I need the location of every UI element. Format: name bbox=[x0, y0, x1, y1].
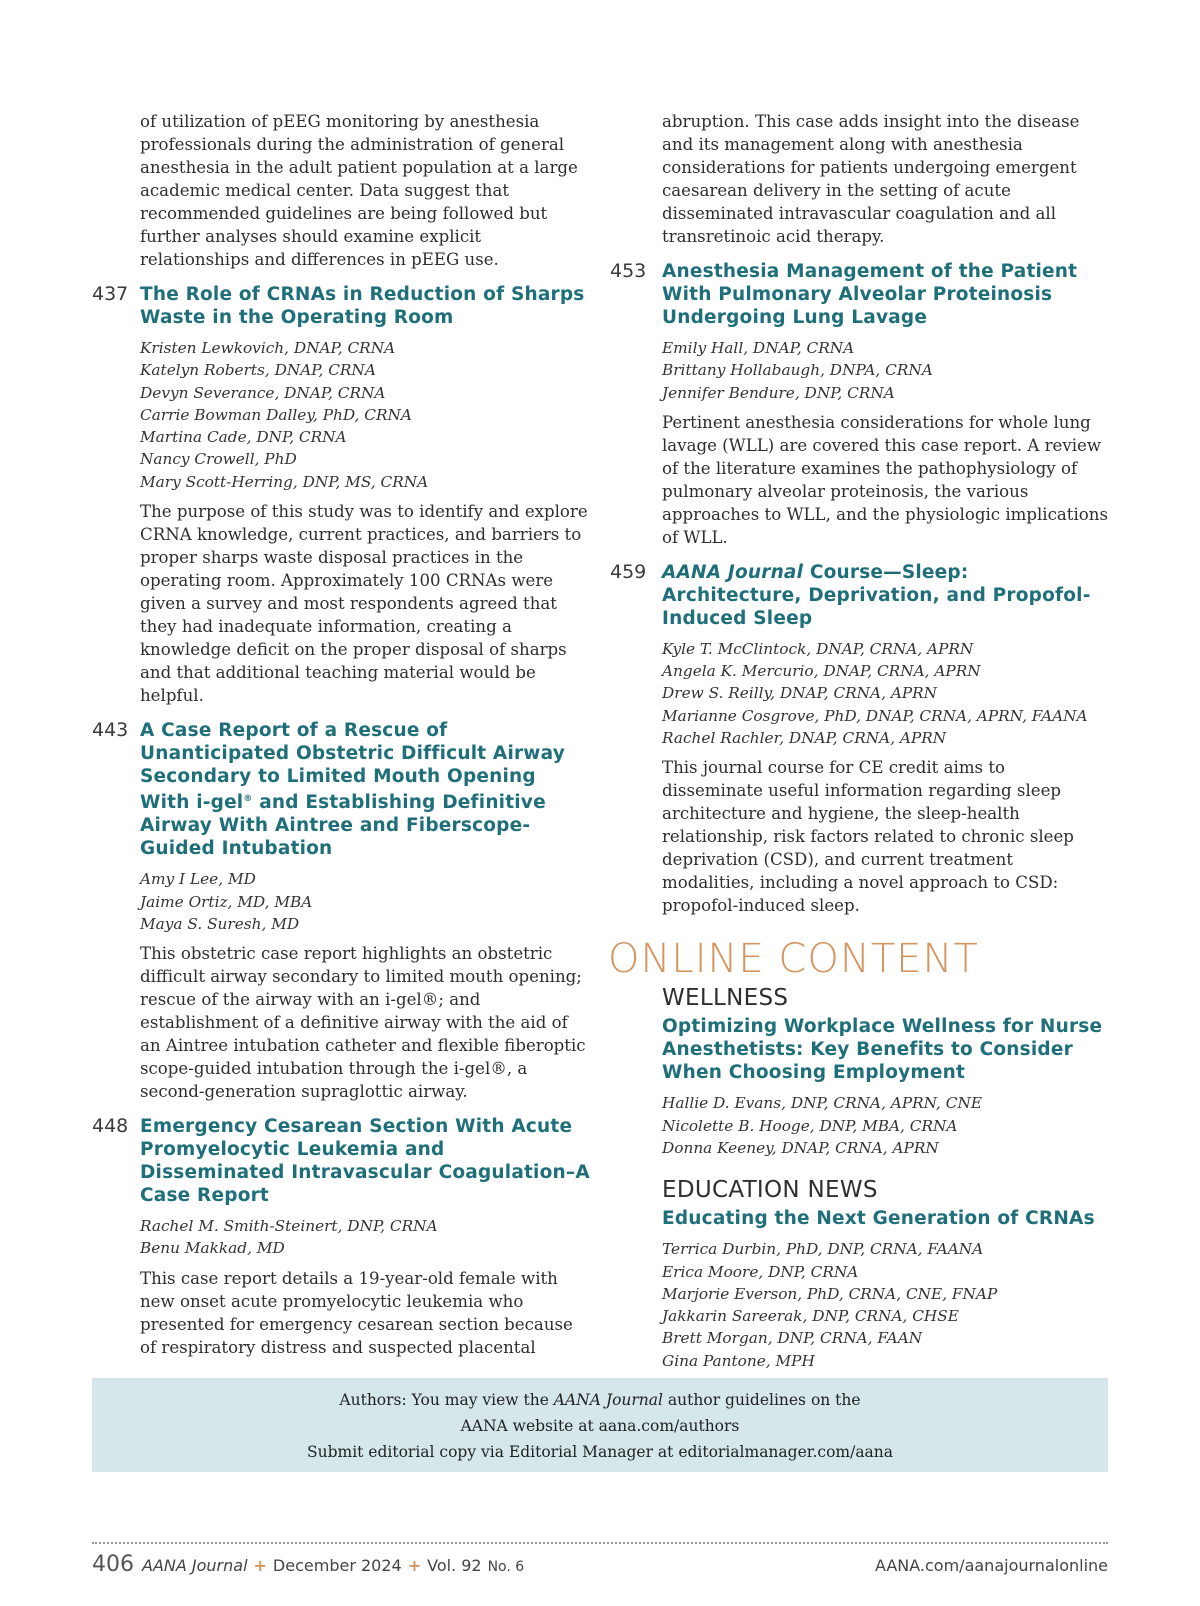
article-title-part1: A Case Report of a Rescue of Unanticipated Obstetric Difficult Airway Secondary to Limited Mouth Opening With i-gel bbox=[140, 720, 565, 814]
author: Nicolette B. Hooge, DNP, MBA, CRNA bbox=[662, 1116, 958, 1135]
author: Mary Scott-Herring, DNP, MS, CRNA bbox=[140, 472, 429, 491]
author-list bbox=[662, 638, 1110, 749]
author: Rachel Rachler, DNAP, CRNA, APRN bbox=[662, 729, 947, 748]
article-page-number: 459 bbox=[610, 560, 647, 583]
author: Martina Cade, DNP, CRNA bbox=[140, 428, 347, 447]
notice-journal-name: AANA Journal bbox=[553, 1391, 663, 1409]
article-page-number: 443 bbox=[92, 719, 129, 742]
wellness-section bbox=[610, 983, 1110, 1159]
author: Amy I Lee, MD bbox=[140, 870, 256, 889]
education-section bbox=[610, 1175, 1110, 1372]
article-abstract: This journal course for CE credit aims to disseminate useful information regarding sleep architecture and hygiene, the sleep-health relationship, risk factors related to chronic sleep deprivation (CSD), and current treatment modalities, including a novel approach to CSD: propofol-induced sleep. bbox=[662, 758, 1074, 916]
article-453 bbox=[610, 260, 1110, 549]
author-list bbox=[140, 1215, 590, 1260]
author: Hallie D. Evans, DNP, CRNA, APRN, CNE bbox=[662, 1094, 983, 1113]
article-abstract: This case report details a 19-year-old female with new onset acute promyelocytic leukemia who presented for emergency cesarean section because of respiratory distress and suspected placental bbox=[140, 1268, 573, 1357]
article-page-number: 448 bbox=[92, 1115, 129, 1138]
author: Benu Makkad, MD bbox=[140, 1239, 285, 1258]
wellness-article-title[interactable]: Optimizing Workplace Wellness for Nurse Anesthetists: Key Benefits to Consider When Choosing Employment bbox=[662, 1016, 1103, 1084]
right-column bbox=[610, 110, 1110, 1379]
author: Carrie Bowman Dalley, PhD, CRNA bbox=[140, 405, 412, 424]
author: Brett Morgan, DNP, CRNA, FAAN bbox=[662, 1329, 923, 1348]
article-title-rest: Course—Sleep: Architecture, Deprivation, and Propofol-Induced Sleep bbox=[662, 561, 1091, 629]
article-title-journal-name: AANA Journal bbox=[662, 561, 804, 583]
author-list bbox=[662, 337, 1110, 404]
author: Donna Keeney, DNAP, CRNA, APRN bbox=[662, 1138, 939, 1157]
article-page-number: 453 bbox=[610, 260, 647, 282]
author: Brittany Hollabaugh, DNPA, CRNA bbox=[662, 361, 933, 380]
author: Rachel M. Smith-Steinert, DNP, CRNA bbox=[140, 1217, 438, 1236]
notice-line-2[interactable]: AANA website at aana.com/authors bbox=[460, 1417, 740, 1435]
article-443 bbox=[92, 719, 590, 1103]
author: Jennifer Bendure, DNP, CRNA bbox=[662, 383, 895, 402]
online-content-heading: ONLINE CONTENT bbox=[608, 936, 979, 983]
notice-line-1 bbox=[92, 1387, 1108, 1413]
left-column bbox=[92, 110, 590, 1359]
right-intro-text: abruption. This case adds insight into the disease and its management along with anesthesia considerations for patients undergoing emergent caesarean delivery in the setting of acute disseminated intravascular coagulation and all transretinoic acid therapy. bbox=[662, 112, 1080, 246]
author-list bbox=[662, 1238, 1110, 1372]
author: Nancy Crowell, PhD bbox=[140, 450, 297, 469]
article-title[interactable] bbox=[140, 719, 590, 860]
article-title[interactable] bbox=[662, 561, 1110, 630]
author-list bbox=[140, 868, 590, 935]
author-list bbox=[662, 1092, 1110, 1159]
author: Marjorie Everson, PhD, CRNA, CNE, FNAP bbox=[662, 1284, 998, 1303]
author: Devyn Severance, DNAP, CRNA bbox=[140, 383, 386, 402]
article-459 bbox=[610, 561, 1110, 917]
footer-separator: + bbox=[253, 1556, 267, 1575]
article-title[interactable]: Anesthesia Management of the Patient With Pulmonary Alveolar Proteinosis Undergoing Lung Lavage bbox=[662, 261, 1078, 328]
article-title-part2: and Establishing Definitive Airway With Aintree and Fiberscope-Guided Intubation bbox=[140, 792, 546, 860]
footer-separator: + bbox=[407, 1556, 422, 1575]
author: Kyle T. McClintock, DNAP, CRNA, APRN bbox=[662, 639, 974, 658]
article-page-number: 437 bbox=[92, 283, 129, 305]
author: Terrica Durbin, PhD, DNP, CRNA, FAANA bbox=[662, 1240, 984, 1259]
footer-issue: No. 6 bbox=[487, 1559, 525, 1575]
author: Marianne Cosgrove, PhD, DNAP, CRNA, APRN, FAANA bbox=[662, 706, 1088, 725]
notice-text: Authors: You may view the bbox=[339, 1391, 554, 1409]
footer-url[interactable]: AANA.com/aanajournalonline bbox=[874, 1556, 1108, 1575]
footer-journal-name: AANA Journal bbox=[142, 1556, 248, 1575]
left-intro-text: of utilization of pEEG monitoring by anesthesia professionals during the administration of general anesthesia in the adult patient population at a large academic medical center. Data suggest that recommended guidelines are being followed but further analyses should examine explicit relationships and differences in pEEG use. bbox=[140, 112, 578, 269]
article-abstract: Pertinent anesthesia considerations for whole lung lavage (WLL) are covered this case report. A review of the literature examines the pathophysiology of pulmonary alveolar proteinosis, the various approaches to WLL, and the physiologic implications of WLL. bbox=[662, 412, 1108, 547]
author: Maya S. Suresh, MD bbox=[140, 914, 300, 933]
author: Drew S. Reilly, DNAP, CRNA, APRN bbox=[662, 684, 938, 703]
author: Emily Hall, DNAP, CRNA bbox=[662, 339, 855, 357]
education-article-title[interactable]: Educating the Next Generation of CRNAs bbox=[662, 1208, 1095, 1230]
author: Jakkarin Sareerak, DNP, CRNA, CHSE bbox=[662, 1307, 959, 1326]
article-title[interactable]: Emergency Cesarean Section With Acute Promyelocytic Leukemia and Disseminated Intravascular Coagulation–A Case Report bbox=[140, 1116, 590, 1207]
registered-mark: ® bbox=[243, 794, 253, 805]
article-abstract: This obstetric case report highlights an obstetric difficult airway secondary to limited mouth opening; rescue of the airway with an i-gel®; and establishment of a definitive airway with the aid of an Aintree intubation catheter and flexible fiberoptic scope-guided intubation through the i-gel®, a second-generation supraglottic airway. bbox=[140, 944, 586, 1102]
notice-line-3[interactable]: Submit editorial copy via Editorial Manager at editorialmanager.com/aana bbox=[306, 1443, 894, 1461]
article-448 bbox=[92, 1115, 590, 1359]
education-heading: EDUCATION NEWS bbox=[662, 1177, 878, 1204]
author: Katelyn Roberts, DNAP, CRNA bbox=[140, 361, 376, 380]
footer-divider bbox=[92, 1542, 1108, 1544]
footer-volume: Vol. 92 bbox=[427, 1556, 482, 1575]
article-title[interactable]: The Role of CRNAs in Reduction of Sharps Waste in the Operating Room bbox=[140, 284, 585, 328]
author-guidelines-notice bbox=[92, 1378, 1108, 1472]
author-list bbox=[140, 337, 590, 493]
author: Erica Moore, DNP, CRNA bbox=[662, 1262, 859, 1281]
footer-page-number: 406 bbox=[92, 1552, 134, 1577]
author: Jaime Ortiz, MD, MBA bbox=[140, 892, 313, 911]
page-footer bbox=[92, 1552, 1108, 1577]
author: Angela K. Mercurio, DNAP, CRNA, APRN bbox=[662, 662, 981, 681]
footer-date: December 2024 bbox=[272, 1556, 402, 1575]
author: Kristen Lewkovich, DNAP, CRNA bbox=[140, 339, 396, 357]
wellness-heading: WELLNESS bbox=[662, 985, 789, 1012]
article-abstract: The purpose of this study was to identify and explore CRNA knowledge, current practices, and barriers to proper sharps waste disposal practices in the operating room. Approximately 100 CRNAs were given a survey and most respondents agreed that they had inadequate information, creating a knowledge deficit on the proper disposal of sharps and that additional teaching material would be helpful. bbox=[140, 502, 588, 706]
notice-text: author guidelines on the bbox=[663, 1391, 861, 1409]
author: Gina Pantone, MPH bbox=[662, 1351, 815, 1370]
article-437 bbox=[92, 283, 590, 707]
